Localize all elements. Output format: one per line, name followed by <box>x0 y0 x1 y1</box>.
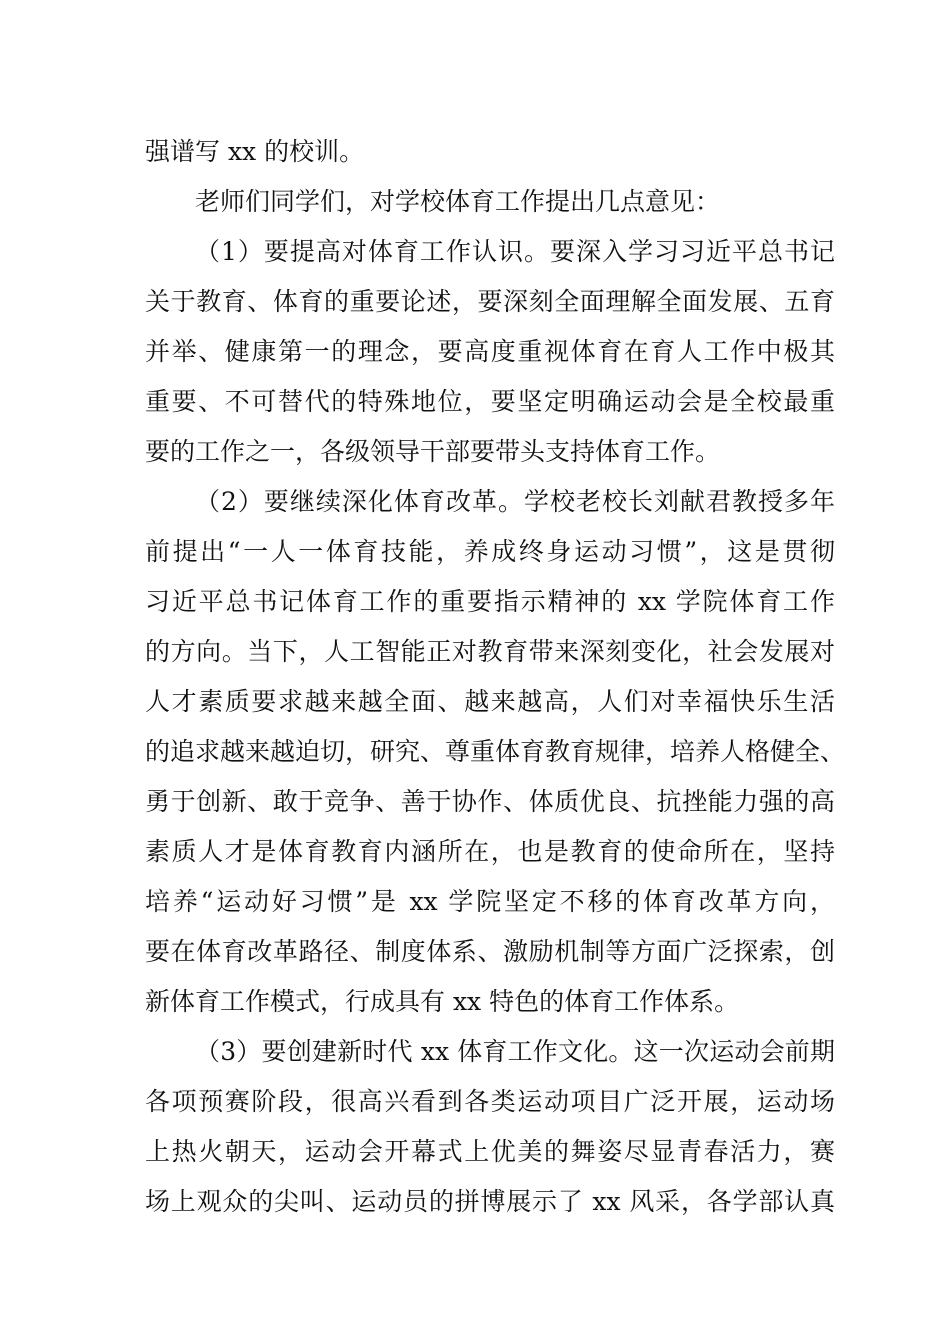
paragraph-1-start: （1）要提高对体育工作认识。要深入学习习近平总书记 <box>195 237 835 266</box>
text-line: 勇于创新、敢于竞争、善于协作、体质优良、抗挫能力强的高 <box>145 787 835 816</box>
paragraph-2-start: （2）要继续深化体育改革。学校老校长刘献君教授多年 <box>195 487 835 516</box>
text-line: 前提出“一人一体育技能，养成终身运动习惯”，这是贯彻 <box>145 537 835 566</box>
text-line: 要在体育改革路径、制度体系、激励机制等方面广泛探索，创 <box>145 937 835 966</box>
text-line: 的方向。当下，人工智能正对教育带来深刻变化，社会发展对 <box>145 637 835 666</box>
text-line: 重要、不可替代的特殊地位，要坚定明确运动会是全校最重 <box>145 387 835 416</box>
text-line: 老师们同学们，对学校体育工作提出几点意见： <box>195 187 721 216</box>
paragraph-3-start: （3）要创建新时代 xx 体育工作文化。这一次运动会前期 <box>195 1037 835 1066</box>
text-line: 新体育工作模式，行成具有 xx 特色的体育工作体系。 <box>145 987 740 1016</box>
text-line: 习近平总书记体育工作的重要指示精神的 xx 学院体育工作 <box>145 587 835 616</box>
text-line: 素质人才是体育教育内涵所在，也是教育的使命所在，坚持 <box>145 837 835 866</box>
text-line: 上热火朝天，运动会开幕式上优美的舞姿尽显青春活力，赛 <box>145 1137 835 1166</box>
text-line: 各项预赛阶段，很高兴看到各类运动项目广泛开展，运动场 <box>145 1087 835 1116</box>
text-line: 培养“运动好习惯”是 xx 学院坚定不移的体育改革方向， <box>145 887 835 916</box>
text-line: 强谱写 xx 的校训。 <box>145 137 365 166</box>
text-line: 的追求越来越迫切，研究、尊重体育教育规律，培养人格健全、 <box>145 737 846 766</box>
text-line: 人才素质要求越来越全面、越来越高，人们对幸福快乐生活 <box>145 687 835 716</box>
text-line: 并举、健康第一的理念，要高度重视体育在育人工作中极其 <box>145 337 835 366</box>
text-line: 要的工作之一，各级领导干部要带头支持体育工作。 <box>145 437 721 466</box>
text-line: 关于教育、体育的重要论述，要深刻全面理解全面发展、五育 <box>145 287 835 316</box>
text-line: 场上观众的尖叫、运动员的拼博展示了 xx 风采，各学部认真 <box>145 1187 835 1216</box>
